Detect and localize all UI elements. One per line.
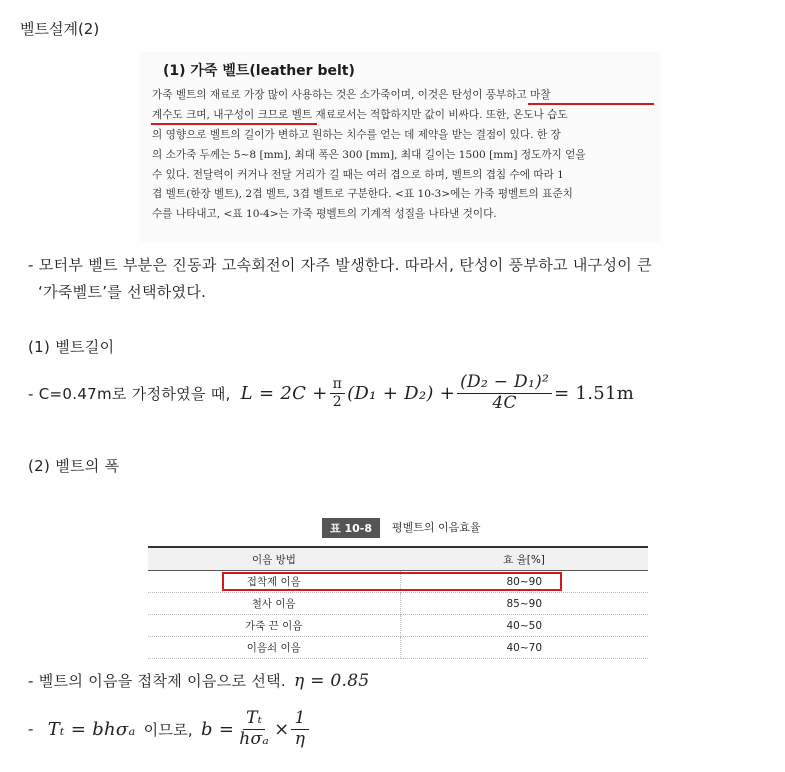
width-formula-row	[28, 700, 311, 758]
red-highlight-box	[222, 572, 562, 591]
scan-line: 겹 벨트(한장 벨트), 2겹 벨트, 3겹 벨트로 구분한다. <표 10-3>에는 가죽 평벨트의 표준치	[152, 188, 573, 201]
page-title: 벨트설계(2)	[20, 20, 100, 38]
table-cell: 접착제 이음	[148, 571, 400, 593]
table-title: 평벨트의 이음효율	[392, 521, 481, 534]
red-underline	[151, 123, 317, 125]
table-row	[148, 593, 648, 615]
diameter-fraction: $\frac{\text{(D₂ − D₁)²}}{4C}$	[457, 373, 552, 413]
table-cell: 85~90	[400, 593, 648, 615]
table-row	[148, 637, 648, 659]
note-line-1: - 모터부 벨트 부분은 진동과 고속회전이 자주 발생한다. 따라서, 탄성이 풍부하고 내구성이 큰	[28, 256, 652, 274]
scan-line: 의 영향으로 벨트의 길이가 변하고 원하는 치수를 얻는 데 제약을 받는 결점이 있다. 한 장	[152, 128, 561, 141]
note-line-2: ‘가죽벨트’를 선택하였다.	[38, 283, 207, 301]
pi-over-two: $\frac{\pi}{2}$	[330, 376, 346, 409]
scan-line: 수 있다. 전달력이 커거나 전달 거리가 길 때는 여러 겹으로 하며, 벨트의 겹침 수에 따라 1	[152, 168, 564, 181]
table-cell: 가죽 끈 이음	[148, 615, 400, 637]
table-cell: 철사 이음	[148, 593, 400, 615]
belt-length-formula-row	[28, 367, 634, 419]
joint-efficiency-table	[148, 546, 648, 659]
table-label: 표 10-8	[322, 518, 380, 538]
scan-line: 의 소가죽 두께는 5~8 [mm], 최대 폭은 300 [mm], 최대 길이는 1500 [mm] 정도까지 얻을	[152, 148, 586, 161]
efficiency-fraction: $\frac{1}{\eta}$	[291, 709, 308, 749]
formula-result: = 1.51m	[554, 382, 635, 404]
tension-formula: Tₜ = bhσₐ	[47, 718, 136, 740]
efficiency-value: η = 0.85	[293, 670, 370, 691]
formula-dash: -	[28, 720, 34, 738]
section-heading-width: (2) 벨트의 폭	[28, 457, 120, 475]
formula-connector: 이므로,	[143, 720, 194, 739]
scan-line: 가죽 벨트의 재료로 가장 많이 사용하는 것은 소가죽이며, 이것은 탄성이 풍부하고 마찰	[152, 89, 551, 101]
table-cell: 40~70	[400, 637, 648, 659]
scan-heading: (1) 가죽 벨트(leather belt)	[163, 63, 355, 79]
joint-selection-line	[28, 670, 369, 691]
section-heading-length: (1) 벨트길이	[28, 338, 115, 356]
formula-lhs: L = 2C +	[240, 382, 328, 404]
table-cell: 80~90	[400, 571, 648, 593]
scan-line: 계수도 크며, 내구성이 크므로 벨트 재료로서는 적합하지만 값이 비싸다. 또한, 온도나 습도	[152, 108, 568, 121]
red-underline	[528, 103, 654, 105]
table-header: 효 율[%]	[400, 547, 648, 571]
scan-line: 수를 나타내고, <표 10-4>는 가죽 평벨트의 기계적 성질을 나타낸 것이다.	[152, 208, 497, 221]
tension-fraction: $\frac{\text{Tₜ}}{\text{hσₐ}}$	[239, 707, 270, 749]
joint-selection-text: - 벨트의 이음을 접착제 이음으로 선택.	[28, 672, 286, 690]
table-row	[148, 615, 648, 637]
width-lhs: b =	[201, 718, 235, 740]
table-cell: 이음쇠 이음	[148, 637, 400, 659]
scan-paragraph	[152, 86, 660, 225]
times-sign: ×	[274, 718, 290, 740]
formula-mid: (D₁ + D₂) +	[347, 382, 456, 404]
table-header: 이음 방법	[148, 547, 400, 571]
table-cell: 40~50	[400, 615, 648, 637]
formula-prefix: - C=0.47m로 가정하였을 때,	[28, 384, 231, 403]
